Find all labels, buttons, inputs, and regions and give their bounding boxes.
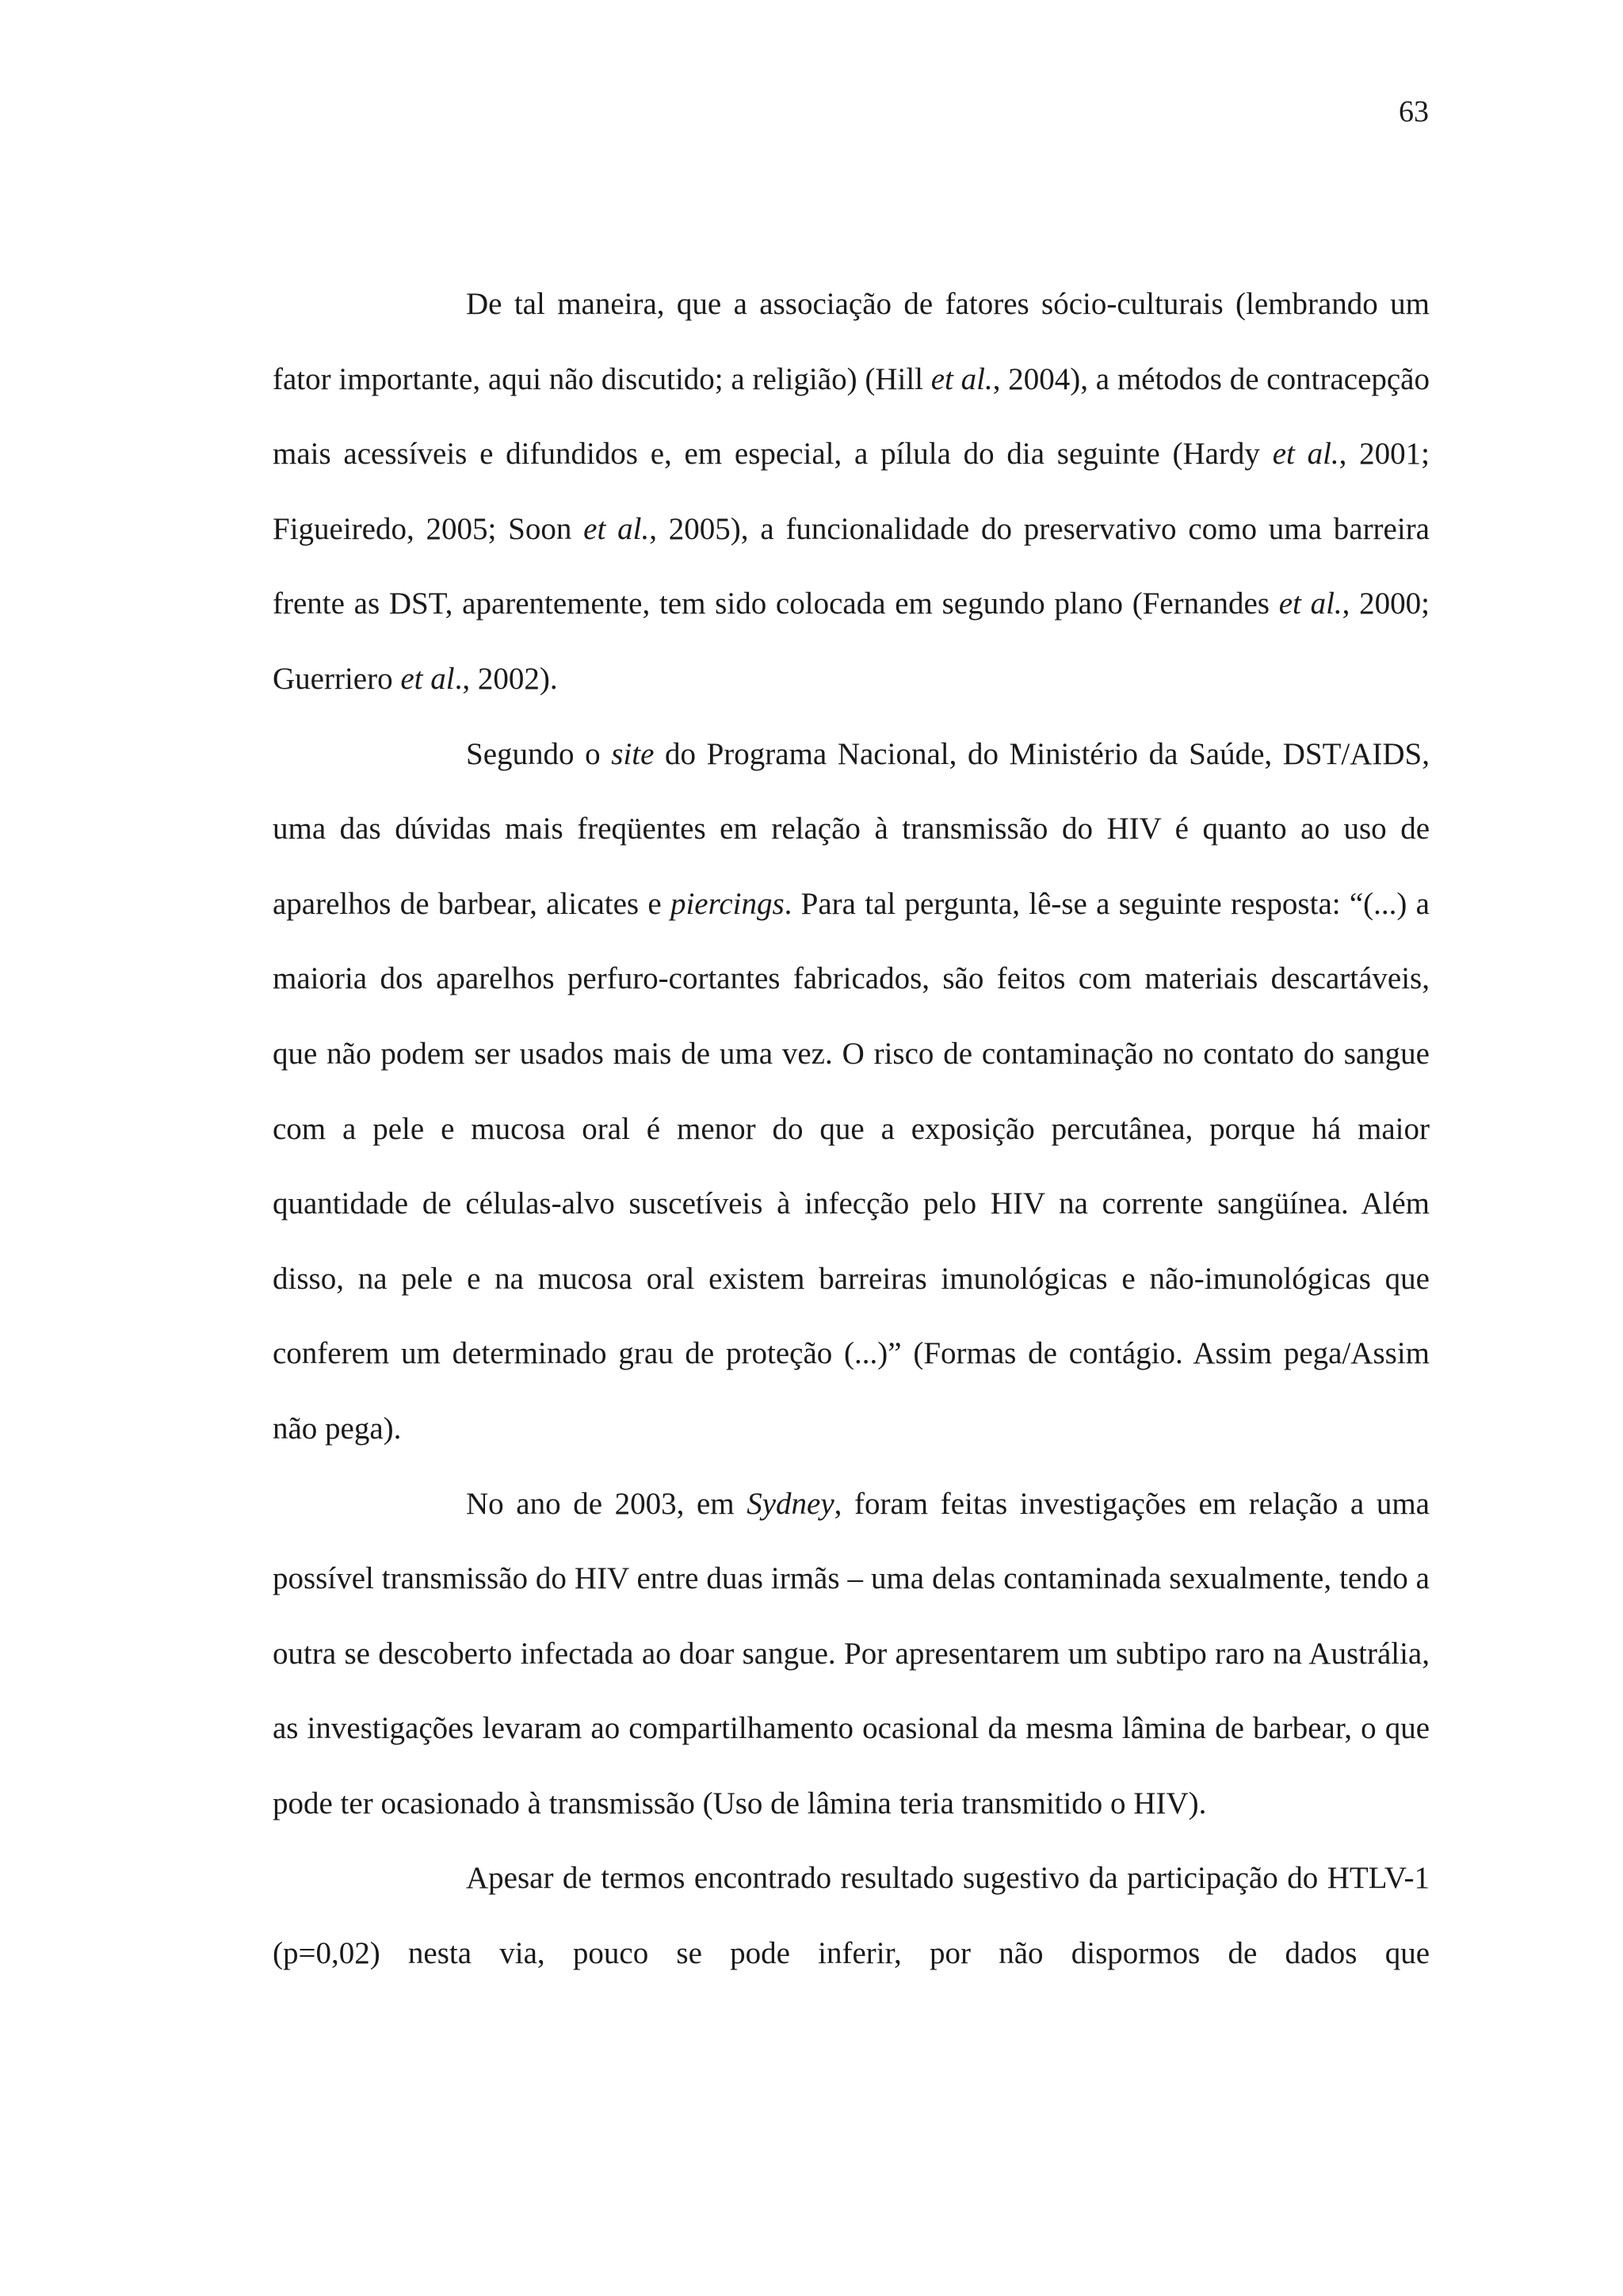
- text-run: , 2004), a métodos de contracepção mais acessíveis e difundidos e, em especial, a pílula do dia seguinte (Hardy: [273, 361, 1430, 472]
- italic-text-run: et al.: [930, 361, 993, 396]
- italic-text-run: piercings: [670, 886, 785, 921]
- italic-text-run: et al.: [583, 511, 650, 546]
- page-number: 63: [1399, 95, 1429, 128]
- text-run: ., 2002).: [454, 661, 558, 696]
- text-run: . Para tal pergunta, lê-se a seguinte resposta: “(...) a maioria dos aparelhos perfuro-cortantes fabricados, são feitos com materiais descartáveis, que não podem ser usados mais de uma vez. O risco de contaminação no contato do sangue com a pele e mucosa oral é menor do que a exposição percutânea, porque há maior quantidade de células-alvo suscetíveis à infecção pelo HIV na corrente sangüínea. Além disso, na pele e na mucosa oral existem barreiras imunológicas e não-imunológicas que conferem um determinado grau de proteção (...)” (Formas de contágio. Assim pega/Assim não pega).: [273, 886, 1430, 1446]
- body-text: [273, 267, 1430, 1992]
- italic-text-run: et al.: [1272, 437, 1339, 472]
- text-run: , 2005), a funcionalidade do preservativo como uma barreira frente as DST, aparentemente, tem sido colocada em segundo plano (Fernandes: [273, 511, 1430, 621]
- italic-text-run: Sydney: [747, 1486, 834, 1521]
- paragraph-3: [273, 1467, 1430, 1842]
- text-run: , 2000; Guerriero: [273, 586, 1430, 696]
- text-run: , foram feitas investigações em relação a uma possível transmissão do HIV entre duas irmãs – uma delas contaminada sexualmente, tendo a outra se descoberto infectada ao doar sangue. Por apresentarem um subtipo raro na Austrália, as investigações levaram ao compartilhamento ocasional da mesma lâmina de barbear, o que pode ter ocasionado à transmissão (Uso de lâmina teria transmitido o HIV).: [273, 1486, 1430, 1820]
- text-run: do Programa Nacional, do Ministério da Saúde, DST/AIDS, uma das dúvidas mais freqüentes em relação à transmissão do HIV é quanto ao uso de aparelhos de barbear, alicates e: [273, 736, 1430, 921]
- text-run: Apesar de termos encontrado resultado sugestivo da participação do HTLV-1 (p=0,02) nesta via, pouco se pode inferir, por não dispormos de dados que: [273, 1861, 1430, 1971]
- text-run: Segundo o: [466, 736, 612, 771]
- paragraph-4: [273, 1841, 1430, 1991]
- paragraph-2: [273, 717, 1430, 1467]
- italic-text-run: site: [611, 736, 655, 771]
- text-run: , 2001; Figueiredo, 2005; Soon: [273, 437, 1430, 546]
- text-run: No ano de 2003, em: [466, 1486, 747, 1521]
- text-run: De tal maneira, que a associação de fatores sócio-culturais (lembrando um fator importante, aqui não discutido; a religião) (Hill: [273, 287, 1430, 396]
- italic-text-run: et al: [400, 661, 455, 696]
- paragraph-1: [273, 267, 1430, 717]
- italic-text-run: et al.: [1278, 586, 1342, 621]
